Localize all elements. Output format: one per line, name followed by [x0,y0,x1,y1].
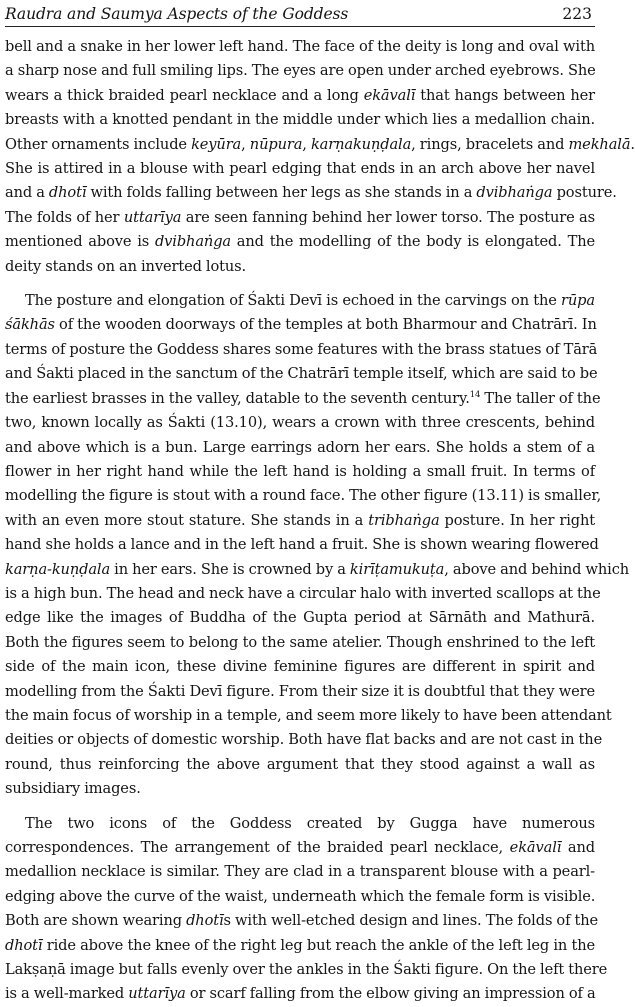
text-run: deity stands on an inverted lotus. [5,257,247,275]
text-line [5,728,603,752]
text-line [5,558,630,582]
text-run: Other ornaments include [5,135,192,153]
text-run: in her ears. She is crowned by a [110,560,350,578]
text-run: The folds of her [5,208,124,226]
text-line [5,362,598,386]
italic-term: dvibhaṅga [154,233,231,251]
text-line [5,206,595,230]
text-run: mentioned above is [5,233,155,251]
italic-term: nūpura [249,135,303,153]
text-line [5,885,595,909]
text-line [5,387,601,411]
text-line [5,909,599,933]
text-line [5,533,599,557]
text-run: or scarf falling from the elbow giving an impression of a [185,985,596,1003]
text-run: side of the main icon, these divine feminine figures are different in spirit and [5,658,595,676]
text-run: She is attired in a blouse with pearl edging that ends in an arch above her navel [5,160,595,178]
page-number: 223 [562,5,592,23]
text-run: with folds falling between her legs as she stands in a [86,184,477,202]
text-run: edge like the images of Buddha of the Gupta period at Sārnāth and Mathurā. [5,609,595,627]
text-line [5,484,602,508]
text-run: , rings, bracelets and [411,135,569,153]
text-line [5,157,595,181]
text-line [5,84,595,108]
text-line [5,704,612,728]
text-run: , above and behind which [444,560,630,578]
text-line [5,230,595,254]
italic-term: ekāvalī [509,839,562,856]
italic-term: rūpa [561,292,595,310]
text-run: subsidiary images. [5,780,141,798]
text-run: and a [5,184,49,202]
text-run: bell and a snake in her lower left hand. The face of the deity is long and oval with [5,38,595,55]
text-run: wears a thick braided pearl necklace and a long [5,86,364,104]
italic-term: mekhalā [568,135,631,153]
text-run: Both are shown wearing [5,912,187,930]
italic-term: tribhaṅga [368,511,440,529]
text-run: hand she holds a lance and in the left hand a fruit. She is shown wearing flowered [5,536,599,554]
text-run: a sharp nose and full smiling lips. The eyes are open under arched eyebrows. She [5,62,596,80]
text-line [5,460,595,484]
text-run: of the wooden doorways of the temples at both Bharmour and Chatrārī. In [54,316,597,334]
text-run: that hangs between her [415,86,595,104]
text-run: are seen fanning behind her lower torso. The posture as [181,208,596,226]
text-run: ride above the knee of the right leg but reach the ankle of the left leg in the [42,936,595,954]
italic-term: ekāvalī [363,86,416,104]
italic-term: uttarīya [123,208,182,226]
text-run: and the modelling of the body is elongated. The [231,233,595,251]
text-run: modelling the figure is stout with a round face. The other figure (13.11) is smaller, [5,487,602,505]
text-line [5,181,617,205]
text-run: and [561,839,596,856]
text-line [5,108,595,132]
text-run: with an even more stout stature. She stands in a [5,511,369,529]
text-run: two, known locally as Śakti (13.10), wears a crown with three crescents, behind [5,414,595,432]
italic-term: karṇakuṇḍala [310,135,412,153]
text-line [5,582,601,606]
text-line [5,35,595,59]
text-run: terms of posture the Goddess shares some features with the brass statues of Tārā [5,340,598,358]
text-run: round, thus reinforcing the above argument that they stood against a wall as [5,755,595,773]
text-line [5,753,595,777]
running-title: Raudra and Saumya Aspects of the Goddess [5,5,349,23]
italic-term: karṇa-kuṇḍala [5,560,111,578]
text-line [5,313,595,337]
text-run: The posture and elongation of Śakti Devī is echoed in the carvings on the [25,292,562,310]
text-line [5,59,595,83]
italic-term: kirīṭamukuṭa [349,560,445,578]
italic-term: dvibhaṅga [476,184,553,202]
text-run: Both the figures seem to belong to the same atelier. Though enshrined to the left [5,633,595,651]
text-line [5,836,595,860]
text-line [5,411,595,435]
text-run: edging above the curve of the waist, underneath which the female form is visible. [5,887,596,905]
text-run: and above which is a bun. Large earrings adorn her ears. She holds a stem of a [5,438,595,456]
text-line [5,255,595,279]
text-line [5,982,595,1006]
text-run: The two icons of the Goddess created by Gugga have numerous [25,814,595,832]
text-line [5,509,595,533]
italic-term: keyūra [191,135,242,153]
text-run: medallion necklace is similar. They are clad in a transparent blouse with a pearl- [5,863,595,881]
text-line [5,338,598,362]
text-run: The taller of the [480,389,601,407]
italic-term: dhotī [5,936,43,954]
text-line [5,812,595,836]
text-run: and Śakti placed in the sanctum of the Chatrārī temple itself, which are said to be [5,365,598,383]
text-line [5,606,595,630]
text-run: , [241,135,250,153]
text-run: breasts with a knotted pendant in the middle under which lies a medallion chain. [5,111,595,129]
italic-term: uttarīya [128,985,186,1003]
italic-term: dhotī [186,912,224,930]
text-run: s with well-etched design and lines. The folds of the [223,912,599,930]
text-run: correspondences. The arrangement of the braided pearl necklace, [5,839,510,856]
text-line [5,680,595,704]
text-run: posture. [552,184,617,202]
text-line [5,655,595,679]
text-run: , [302,135,311,153]
text-run: posture. In her right [439,511,595,529]
footnote-reference: 14 [469,389,481,400]
text-run: deities or objects of domestic worship. Both have flat backs and are not cast in the [5,731,603,749]
text-run: the earliest brasses in the valley, datable to the seventh century. [5,389,470,407]
text-line [5,958,608,982]
text-run: Lakṣaṇā image but falls evenly over the ankles in the Śakti figure. On the left there [5,961,608,979]
text-run: flower in her right hand while the left hand is holding a small fruit. In terms of [5,462,595,480]
italic-term: dhotī [48,184,87,202]
text-run: the main focus of worship in a temple, and seem more likely to have been attendant [5,706,612,724]
text-run: is a well-marked [5,985,129,1003]
text-run: is a high bun. The head and neck have a circular halo with inverted scallops at the [5,584,601,602]
text-line [5,631,595,655]
text-line [5,289,595,313]
text-line [5,777,595,801]
text-line [5,860,595,884]
text-line [5,934,595,958]
body-text [5,35,635,1007]
text-run: modelling from the Śakti Devī figure. From their size it is doubtful that they were [5,682,595,700]
italic-term: śākhās [5,316,55,334]
running-header [5,4,595,27]
text-line [5,133,635,157]
text-line [5,436,595,460]
text-run: . [630,135,635,153]
